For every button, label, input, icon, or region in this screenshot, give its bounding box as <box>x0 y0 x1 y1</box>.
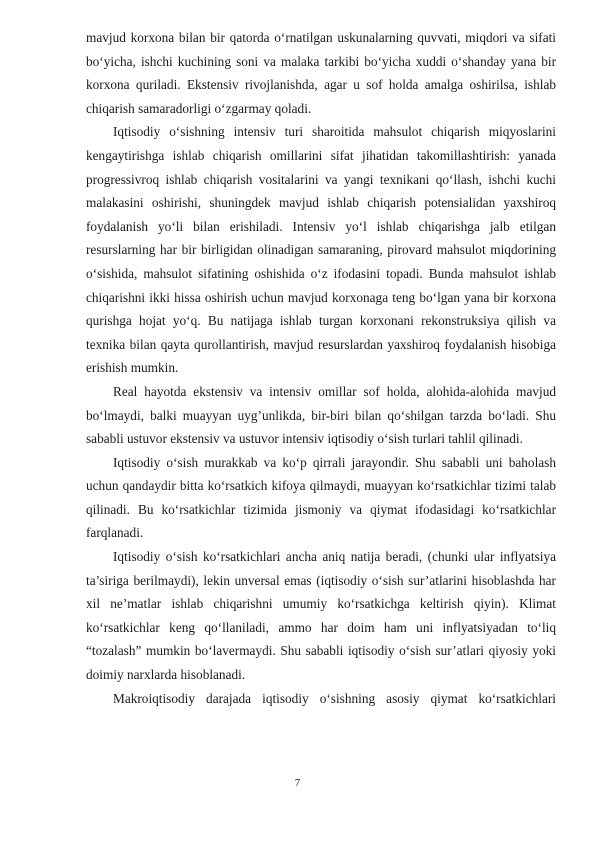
paragraph-4: Iqtisodiy o‘sish murakkab va ko‘p qirrali jarayondir. Shu sababli uni baholash uchun qandaydir bitta ko‘rsatkich kifoya qilmaydi, muayyan ko‘rsatkichlar tizimi talab qilinadi. Bu ko‘rsatkichlar tizimida jismoniy va qiymat ifodasidagi ko‘rsatkichlar farqlanadi. <box>86 454 556 541</box>
paragraph-6: Makroiqtisodiy darajada iqtisodiy o‘sishning asosiy qiymat ko‘rsatkichlari <box>113 690 556 706</box>
paragraph-5: Iqtisodiy o‘sish ko‘rsatkichlari ancha aniq natija beradi, (chunki ular inflyatsiya ta’siriga berilmaydi), lekin unversal emas (iqtisodiy o‘sish sur’atlarini hisoblashda har xil ne’matlar ishlab chiqarishni umumiy ko‘rsatkichga keltirish qiyin). Klimat ko‘rsatkichlar keng qo‘llaniladi, ammo har doim ham uni inflyatsiyadan to‘liq “tozalash” mumkin bo‘lavermaydi. Shu sababli iqtisodiy o‘sish sur’atlari qiyosiy yoki doimiy narxlarda hisoblanadi. <box>86 549 556 683</box>
paragraph-3: Real hayotda ekstensiv va intensiv omillar sof holda, alohida-alohida mavjud bo‘lmaydi, balki muayyan uyg’unlikda, bir-biri bilan qo‘shilgan tarzda bo‘ladi. Shu sababli ustuvor ekstensiv va ustuvor intensiv iqtisodiy o‘sish turlari tahlil qilinadi. <box>86 383 556 447</box>
paragraph-2: Iqtisodiy o‘sishning intensiv turi sharoitida mahsulot chiqarish miqyoslarini kengaytirishga ishlab chiqarish omillarini sifat jihatidan takomillashtirish: yanada progressivroq ishlab chiqarish vositalarini va yangi texnikani qo‘llash, ishchi kuchi malakasini oshirishi, shuningdek mavjud ishlab chiqarish potensialidan yaxshiroq foydalanish yo‘li bilan erishiladi. Intensiv yo‘l ishlab chiqarishga jalb etilgan resurslarning har bir birligidan olinadigan samaraning, pirovard mahsulot miqdorining o‘sishida, mahsulot sifatining oshishida o‘z ifodasini topadi. Bunda mahsulot ishlab chiqarishni ikki hissa oshirish uchun mavjud korxonaga teng bo‘lgan yana bir korxona qurishga hojat yo‘q. Bu natijaga ishlab turgan korxonani rekonstruksiya qilish va texnika bilan qayta qurollantirish, mavjud resurslardan yaxshiroq foydalanish hisobiga erishish mumkin. <box>86 124 556 376</box>
page-number: 7 <box>294 777 301 789</box>
text-body <box>86 26 556 710</box>
paragraph-1: mavjud korxona bilan bir qatorda o‘rnatilgan uskunalarning quvvati, miqdori va sifati bo‘yicha, ishchi kuchining soni va malaka tarkibi bo‘yicha xuddi o‘shanday yana bir korxona quriladi. Ekstensiv rivojlanishda, agar u sof holda amalga oshirilsa, ishlab chiqarish samaradorligi o‘zgarmay qoladi. <box>86 30 556 116</box>
